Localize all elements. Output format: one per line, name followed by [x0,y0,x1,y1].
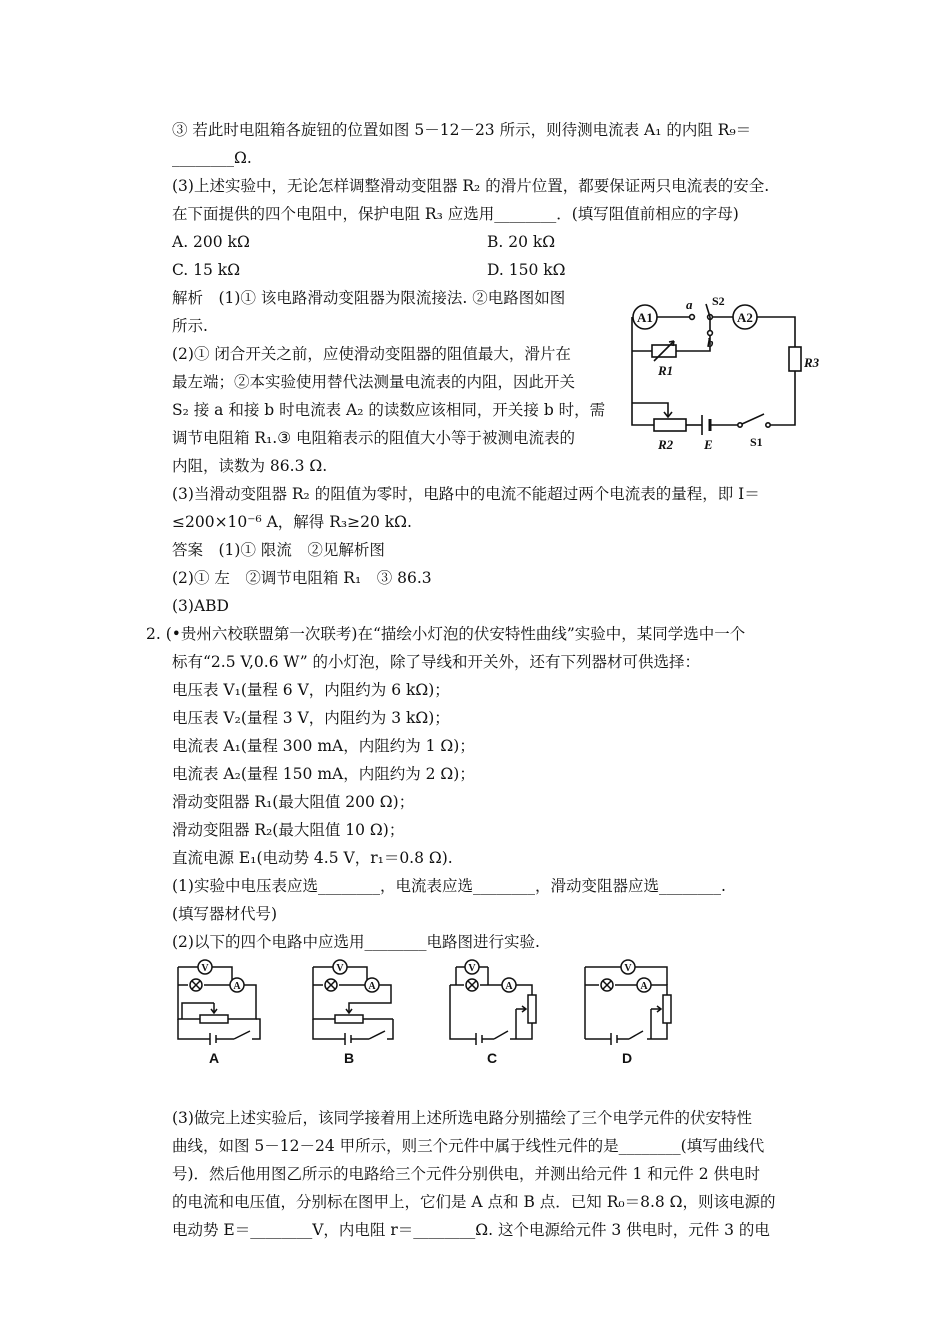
caption-d: D [621,1050,633,1066]
line-2: ________Ω. [172,149,252,167]
option-b: B. 20 kΩ [487,233,556,251]
line-20: (3)ABD [172,597,229,615]
terminal-b-label: b [707,335,714,350]
line-22: 标有“2.5 V,0.6 W” 的小灯泡，除了导线和开关外，还有下列器材可供选择： [172,653,701,671]
line-31: (填写器材代号) [172,905,278,923]
line-26: 电流表 A₂(量程 150 mA，内阻约为 2 Ω)； [172,765,475,783]
line-17: ≤200×10⁻⁶ A，解得 R₃≥20 kΩ. [172,513,412,531]
option-d: D. 150 kΩ [487,261,566,279]
ammeter-d-label: A [640,981,648,992]
terminal-a-label: a [686,297,693,312]
line-16: (3)当滑动变阻器 R₂ 的阻值为零时，电路中的电流不能超过两个电流表的量程，即 I＝ [172,485,760,503]
line-25: 电流表 A₁(量程 300 mA，内阻约为 1 Ω)； [172,737,475,755]
line-4: 在下面提供的四个电阻中，保护电阻 R₃ 应选用________．(填写阻值前相应的字母) [172,205,739,223]
ammeter-a1-label: A1 [637,310,653,325]
line-15: 内阻，读数为 86.3 Ω. [172,457,328,475]
switch-s1-label: S1 [750,435,763,449]
line-35: 号)．然后他用图乙所示的电路给三个元件分别供电，并测出给元件 1 和元件 2 供电时 [172,1165,760,1183]
line-29: 直流电源 E₁(电动势 4.5 V，r₁＝0.8 Ω). [172,849,453,867]
line-3: (3)上述实验中，无论怎样调整滑动变阻器 R₂ 的滑片位置，都要保证两只电流表的安全. [172,177,770,195]
line-18: 答案 (1)① 限流 ②见解析图 [172,541,385,559]
line-23: 电压表 V₁(量程 6 V，内阻约为 6 kΩ)； [172,681,450,699]
circuit-options-figure [170,955,680,1070]
caption-b: B [343,1050,355,1066]
circuit-option-b [313,960,393,1066]
line-14: 调节电阻箱 R₁.③ 电阻箱表示的阻值大小等于被测电流表的 [172,429,576,447]
line-10: 所示. [172,317,208,335]
line-36: 的电流和电压值，分别标在图甲上，它们是 A 点和 B 点．已知 R₀＝8.8 Ω，则该电源的 [172,1193,776,1211]
switch-s2-label: S2 [712,295,725,308]
line-27: 滑动变阻器 R₁(最大阻值 200 Ω)； [172,793,415,811]
caption-a: A [208,1050,220,1066]
resistor-r3-label: R3 [804,355,820,370]
line-34: 曲线，如图 5－12－24 甲所示，则三个元件中属于线性元件的是________(填写曲线代 [172,1137,765,1155]
circuit-figure-replacement-method [620,295,825,455]
circuit-option-c [450,960,536,1066]
circuit-option-a [178,960,260,1066]
line-28: 滑动变阻器 R₂(最大阻值 10 Ω)； [172,821,405,839]
resistor-r1-label: R1 [658,363,674,378]
option-c: C. 15 kΩ [172,261,241,279]
voltmeter-a-label: V [201,963,209,974]
line-21: 2. (•贵州六校联盟第一次联考)在“描绘小灯泡的伏安特性曲线”实验中，某同学选中一个 [146,625,746,643]
voltmeter-c-label: V [468,963,476,974]
line-30: (1)实验中电压表应选________，电流表应选________，滑动变阻器应选________. [172,877,726,895]
line-12: 最左端；②本实验使用替代法测量电流表的内阻，因此开关 [172,373,576,391]
line-37: 电动势 E＝________V，内电阻 r＝________Ω. 这个电源给元件 3 供电时，元件 3 的电 [172,1221,770,1239]
line-1: ③ 若此时电阻箱各旋钮的位置如图 5－12－23 所示，则待测电流表 A₁ 的内阻 R₉＝ [172,121,752,139]
ammeter-a2-label: A2 [737,310,753,325]
ammeter-a-label: A [233,981,241,992]
rheostat-r2-label: R2 [658,437,674,452]
caption-c: C [486,1050,498,1066]
circuit-option-d [585,960,671,1066]
option-a: A. 200 kΩ [172,233,250,251]
ammeter-b-label: A [368,981,376,992]
line-11: (2)① 闭合开关之前，应使滑动变阻器的阻值最大，滑片在 [172,345,571,363]
line-32: (2)以下的四个电路中应选用________电路图进行实验. [172,933,540,951]
voltmeter-d-label: V [624,963,632,974]
line-13: S₂ 接 a 和接 b 时电流表 A₂ 的读数应该相同，开关接 b 时，需 [172,401,606,419]
line-19: (2)① 左 ②调节电阻箱 R₁ ③ 86.3 [172,569,432,587]
battery-e-label: E [704,437,713,452]
line-33: (3)做完上述实验后，该同学接着用上述所选电路分别描绘了三个电学元件的伏安特性 [172,1109,752,1127]
line-9: 解析 (1)① 该电路滑动变阻器为限流接法. ②电路图如图 [172,289,566,307]
voltmeter-b-label: V [336,963,344,974]
ammeter-c-label: A [505,981,513,992]
line-24: 电压表 V₂(量程 3 V，内阻约为 3 kΩ)； [172,709,450,727]
